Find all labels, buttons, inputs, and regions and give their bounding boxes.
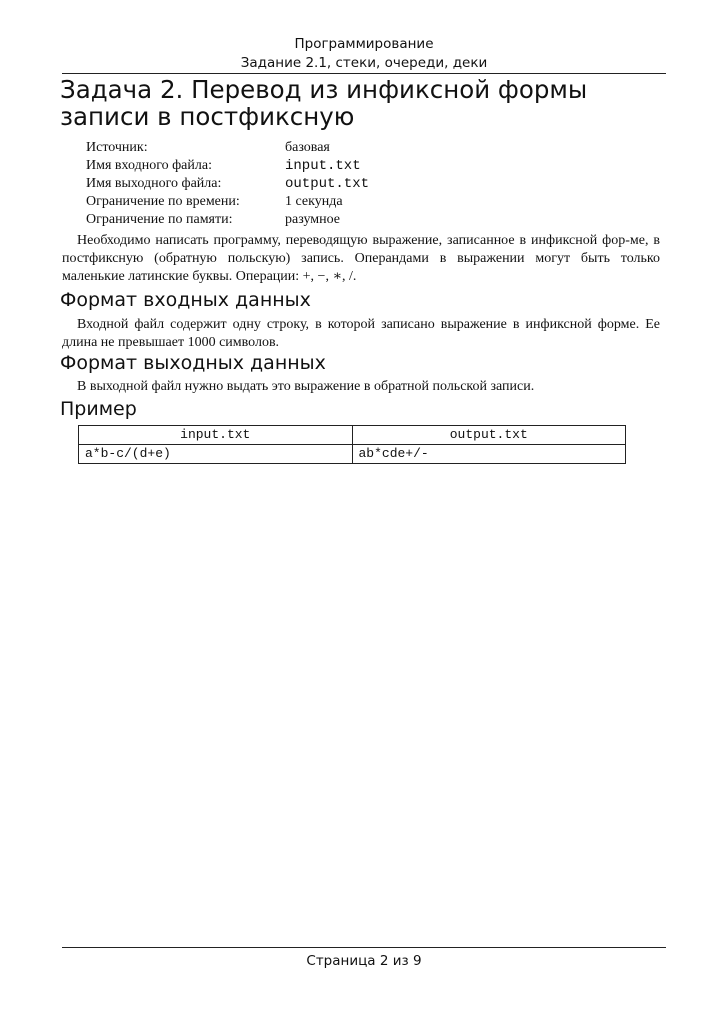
example-table [78,425,626,464]
meta-row-time-limit [86,193,369,211]
table-row [79,445,626,464]
footer-rule [62,947,666,948]
meta-label: Ограничение по времени: [86,194,240,209]
task-description: Необходимо написать программу, переводящую выражение, записанное в инфиксной фор-ме, в постфиксную (обратную польскую) запись. Операндами в выражении могут быть только маленькие латинские буквы. Операции: +, −, ∗, /. [62,233,660,284]
meta-row-output-file [86,175,369,193]
meta-value: базовая [285,140,330,155]
running-header-course: Программирование [294,36,434,52]
input-format-text: Входной файл содержит одну строку, в которой записано выражение в инфиксной форме. Ее длина не превышает 1000 символов. [62,317,660,350]
column-header-input: input.txt [79,426,353,445]
table-header-row [79,426,626,445]
header-rule [62,73,666,74]
task-metadata [86,139,369,229]
meta-value: output.txt [285,176,370,192]
page-number: Страница 2 из 9 [306,953,422,969]
meta-value: разумное [285,212,341,227]
example-input-cell: a*b-c/(d+e) [79,445,353,464]
output-format-heading: Формат выходных данных [60,352,326,374]
output-format-text: В выходной файл нужно выдать это выражение в обратной польской записи. [77,379,535,394]
example-heading: Пример [60,398,137,420]
meta-value: input.txt [285,158,361,174]
running-header-assignment: Задание 2.1, стеки, очереди, деки [240,55,488,71]
meta-label: Источник: [86,140,148,155]
example-output-cell: ab*cde+/- [352,445,626,464]
meta-label: Имя выходного файла: [86,176,222,191]
meta-value: 1 секунда [285,194,343,209]
task-title: Задача 2. Перевод из инфиксной формы записи в постфиксную [60,75,588,131]
meta-row-memory-limit [86,211,369,229]
meta-row-source [86,139,369,157]
meta-row-input-file [86,157,369,175]
meta-label: Ограничение по памяти: [86,212,233,227]
input-format-heading: Формат входных данных [60,289,311,311]
meta-label: Имя входного файла: [86,158,212,173]
column-header-output: output.txt [352,426,626,445]
